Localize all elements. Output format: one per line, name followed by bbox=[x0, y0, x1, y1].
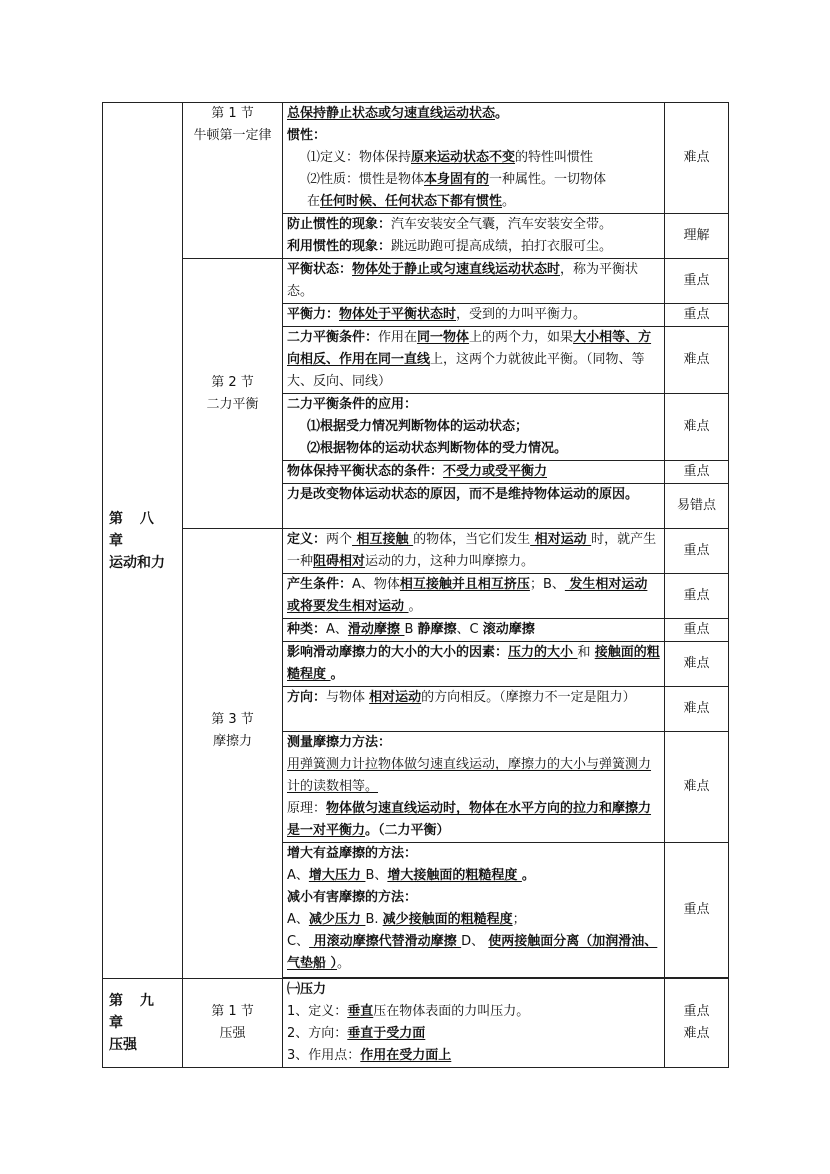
content-cell: 总保持静止状态或匀速直线运动状态。 惯性： ⑴定义：物体保持原来运动状态不变的特性叫惯性 ⑵性质：惯性是物体本身固有的一种属性。一切物体 在任何时候、任何状态下都有惯性。 bbox=[283, 103, 665, 214]
table-row bbox=[103, 259, 729, 304]
content-cell: 平衡状态：物体处于静止或匀速直线运动状态时，称为平衡状态。 bbox=[283, 259, 665, 304]
level-cell: 重点 bbox=[665, 304, 729, 327]
content-cell: 测量摩擦力方法： 用弹簧测力计拉物体做匀速直线运动，摩擦力的大小与弹簧测力计的读数相等。 原理：物体做匀速直线运动时，物体在水平方向的拉力和摩擦力是一对平衡力。（二力平衡） bbox=[283, 732, 665, 843]
chapter-8-cell: 第 八 章 运动和力 bbox=[103, 103, 183, 979]
content-cell: 二力平衡条件的应用： ⑴根据受力情况判断物体的运动状态； ⑵根据物体的运动状态判断物体的受力情况。 bbox=[283, 394, 665, 461]
level-cell: 难点 bbox=[665, 394, 729, 461]
table-row bbox=[103, 529, 729, 574]
level-cell: 重点 bbox=[665, 619, 729, 642]
content-cell: ㈠压力 1、定义：垂直压在物体表面的力叫压力。 2、方向：垂直于受力面 3、作用点：作用在受力面上 bbox=[283, 979, 665, 1068]
table-row bbox=[103, 979, 729, 1068]
level-cell: 难点 bbox=[665, 327, 729, 394]
content-cell: 物体保持平衡状态的条件：不受力或受平衡力 bbox=[283, 461, 665, 484]
level-cell: 难点 bbox=[665, 687, 729, 732]
content-cell: 产生条件：A、物体相互接触并且相互挤压；B、 发生相对运动或将要发生相对运动 。 bbox=[283, 574, 665, 619]
section-8-1-cell: 第 1 节 牛顿第一定律 bbox=[183, 103, 283, 259]
content-cell: 方向：与物体 相对运动的方向相反。（摩擦力不一定是阻力） bbox=[283, 687, 665, 732]
level-cell: 重点 bbox=[665, 259, 729, 304]
table-row bbox=[103, 103, 729, 214]
content-cell: 增大有益摩擦的方法： A、增大压力 B、增大接触面的粗糙程度 。 减小有害摩擦的方法： A、减少压力 B. 减少接触面的粗糙程度； C、 用滚动摩擦代替滑动摩擦 D、 使两接触面分离（加润滑油、气垫船 ）。 bbox=[283, 843, 665, 978]
section-8-3-cell: 第 3 节 摩擦力 bbox=[183, 529, 283, 979]
level-cell: 易错点 bbox=[665, 484, 729, 529]
level-cell: 难点 bbox=[665, 642, 729, 687]
content-cell: 力是改变物体运动状态的原因，而不是维持物体运动的原因。 bbox=[283, 484, 665, 529]
level-cell: 重点 bbox=[665, 574, 729, 619]
content-cell: 防止惯性的现象：汽车安装安全气囊，汽车安装安全带。 利用惯性的现象：跳远助跑可提高成绩，拍打衣服可尘。 bbox=[283, 214, 665, 259]
content-cell: 定义：两个 相互接触 的物体，当它们发生 相对运动 时，就产生一种阻碍相对运动的力，这种力叫摩擦力。 bbox=[283, 529, 665, 574]
chapter-9-cell: 第 九 章 压强 bbox=[103, 979, 183, 1068]
level-cell: 难点 bbox=[665, 103, 729, 214]
level-cell: 重点 bbox=[665, 461, 729, 484]
level-cell: 重点 bbox=[665, 843, 729, 978]
level-cell: 重点 难点 bbox=[665, 979, 729, 1068]
content-cell: 平衡力：物体处于平衡状态时，受到的力叫平衡力。 bbox=[283, 304, 665, 327]
content-cell: 二力平衡条件：作用在同一物体上的两个力，如果大小相等、方向相反、作用在同一直线上，这两个力就彼此平衡。（同物、等大、反向、同线） bbox=[283, 327, 665, 394]
level-cell: 重点 bbox=[665, 529, 729, 574]
knowledge-table bbox=[102, 102, 729, 1068]
level-cell: 难点 bbox=[665, 732, 729, 843]
content-cell: 种类：A、滑动摩擦 B 静摩擦、C 滚动摩擦 bbox=[283, 619, 665, 642]
level-cell: 理解 bbox=[665, 214, 729, 259]
content-cell: 影响滑动摩擦力的大小的大小的因素：压力的大小 和 接触面的粗糙程度 。 bbox=[283, 642, 665, 687]
section-8-2-cell: 第 2 节 二力平衡 bbox=[183, 259, 283, 529]
section-9-1-cell: 第 1 节 压强 bbox=[183, 979, 283, 1068]
